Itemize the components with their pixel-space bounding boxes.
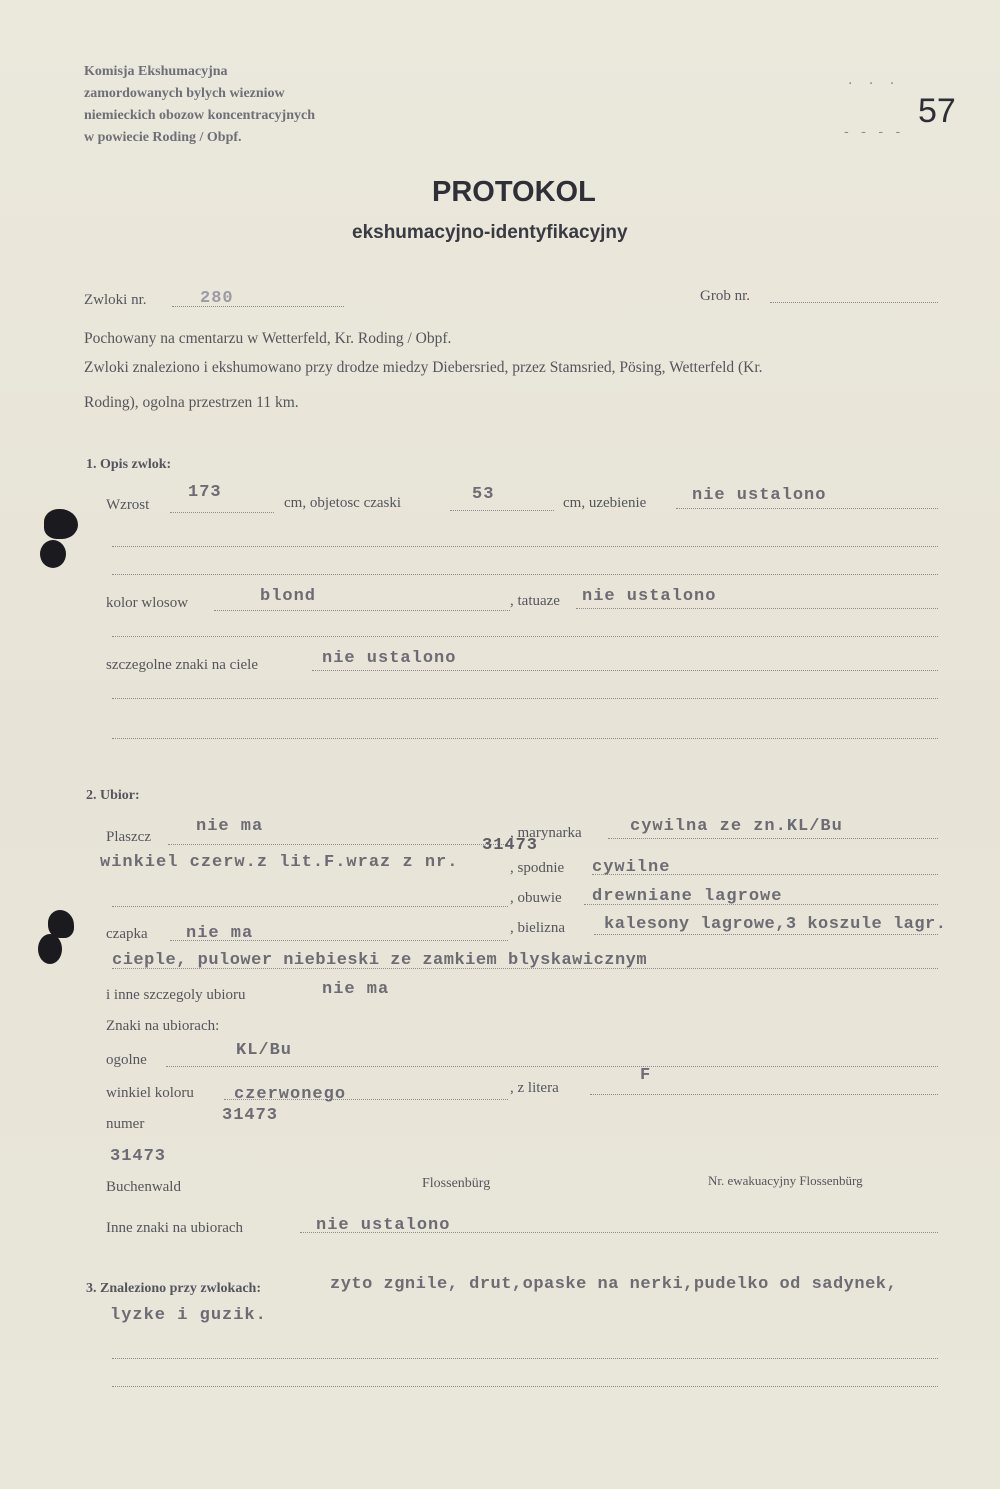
znaki-na-ciele-value: nie ustalono — [322, 649, 457, 668]
marynarka-label: , marynarka — [510, 825, 582, 841]
czaszka-line — [450, 510, 554, 511]
zwloki-value: 280 — [200, 289, 234, 308]
uzebienie-line — [676, 508, 938, 509]
z-litera-line — [590, 1094, 938, 1095]
kolor-wlosow-line — [214, 610, 510, 611]
czapka-label: czapka — [106, 926, 148, 942]
tatuaze-line — [576, 608, 938, 609]
grob-line — [770, 302, 938, 303]
corner-dashes: - - - - — [844, 124, 905, 140]
section-3-line-2 — [112, 1386, 938, 1387]
blank-line-2 — [112, 574, 938, 575]
uzebienie-value: nie ustalono — [692, 486, 827, 505]
wzrost-line — [170, 512, 274, 513]
pochowany-text: Pochowany na cmentarzu w Wetterfeld, Kr. Roding / Obpf. — [84, 330, 452, 347]
obuwie-label: , obuwie — [510, 890, 562, 906]
section-1-title: 1. Opis zwlok: — [86, 457, 172, 472]
tatuaze-label: , tatuaze — [510, 593, 560, 609]
numer-label: numer — [106, 1116, 145, 1132]
ewakuacyjny-label: Nr. ewakuacyjny Flossenbürg — [708, 1173, 863, 1188]
ogolne-value: KL/Bu — [236, 1041, 293, 1060]
buchenwald-label: Buchenwald — [106, 1179, 181, 1195]
blank-line-3 — [112, 636, 938, 637]
marynarka-value: cywilna ze zn.KL/Bu — [630, 817, 843, 836]
zwloki-line — [172, 306, 344, 307]
section-3-value-line-1: zyto zgnile, drut,opaske na nerki,pudelko od sadynek, — [330, 1275, 898, 1294]
section-3-line-1 — [112, 1358, 938, 1359]
inne-znaki-value: nie ustalono — [316, 1216, 451, 1235]
kolor-wlosow-label: kolor wlosow — [106, 595, 189, 611]
numer-value: 31473 — [222, 1106, 279, 1125]
section-3-value-line-2: lyzke i guzik. — [110, 1306, 267, 1325]
ogolne-line — [166, 1066, 938, 1067]
blank-line-4 — [112, 698, 938, 699]
bielizna-continuation: cieple, pulower niebieski ze zamkiem blyskawicznym — [112, 951, 648, 970]
header-line-4: w powiecie Roding / Obpf. — [84, 130, 242, 145]
czaszka-value: 53 — [472, 485, 495, 504]
punch-hole-top-2 — [40, 540, 66, 568]
z-litera-label: , z litera — [510, 1080, 559, 1096]
bielizna-label: , bielizna — [510, 920, 565, 936]
obuwie-left-line — [112, 906, 508, 907]
section-3-title: 3. Znaleziono przy zwlokach: — [86, 1281, 261, 1296]
grob-label: Grob nr. — [700, 288, 750, 304]
buchenwald-number: 31473 — [110, 1147, 167, 1166]
cm-uzebienie-label: cm, uzebienie — [563, 495, 647, 511]
plaszcz-line — [168, 844, 508, 845]
header-line-1: Komisja Ekshumacyjna — [84, 64, 228, 79]
kolor-wlosow-value: blond — [260, 587, 317, 606]
blank-line-5 — [112, 738, 938, 739]
punch-hole-bottom-2 — [38, 934, 62, 964]
inne-szczegoly-label: i inne szczegoly ubioru — [106, 987, 246, 1003]
plaszcz-value: nie ma — [196, 817, 264, 836]
punch-hole-top — [44, 509, 78, 539]
znaleziono-text-line-2: Roding), ogolna przestrzen 11 km. — [84, 394, 299, 411]
blank-line-1 — [112, 546, 938, 547]
plaszcz-label: Plaszcz — [106, 829, 151, 845]
z-litera-value: F — [640, 1066, 652, 1085]
bielizna-value: kalesony lagrowe,3 koszule lagr. — [604, 915, 947, 934]
znaki-na-ciele-label: szczegolne znaki na ciele — [106, 657, 258, 673]
spodnie-label: , spodnie — [510, 860, 565, 876]
znaleziono-text-line-1: Zwloki znaleziono i ekshumowano przy drodze miedzy Diebersried, przez Stamsried, Pösing, Wetterfeld (Kr. — [84, 359, 763, 376]
zwloki-label: Zwloki nr. — [84, 292, 147, 308]
obuwie-value: drewniane lagrowe — [592, 887, 783, 906]
cm-objetosc-label: cm, objetosc czaski — [284, 495, 402, 511]
page-subtitle: ekshumacyjno-identyfikacyjny — [352, 222, 628, 243]
page-title: PROTOKOL — [432, 176, 596, 208]
czapka-value: nie ma — [186, 924, 254, 943]
header-line-3: niemieckich obozow koncentracyjnych — [84, 108, 315, 123]
flossenburg-label: Flossenbürg — [422, 1176, 491, 1191]
section-2-title: 2. Ubior: — [86, 788, 140, 803]
inne-szczegoly-value: nie ma — [322, 980, 390, 999]
header-line-2: zamordowanych bylych wiezniow — [84, 86, 285, 101]
inne-znaki-label: Inne znaki na ubiorach — [106, 1220, 244, 1236]
spodnie-value: cywilne — [592, 858, 671, 877]
znaki-na-ciele-line — [312, 670, 938, 671]
bielizna-cont-line — [112, 968, 938, 969]
winkiel-koloru-label: winkiel koloru — [106, 1085, 194, 1101]
marynarka-line — [608, 838, 938, 839]
wzrost-label: Wzrost — [106, 497, 150, 513]
wzrost-value: 173 — [188, 483, 222, 502]
winkiel-number-overlay: 31473 — [482, 836, 539, 855]
winkiel-koloru-value: czerwonego — [234, 1085, 347, 1104]
tatuaze-value: nie ustalono — [582, 587, 717, 606]
winkiel-description: winkiel czerw.z lit.F.wraz z nr. — [100, 853, 459, 872]
znaki-na-ubiorach-label: Znaki na ubiorach: — [106, 1018, 220, 1034]
bielizna-line — [594, 934, 938, 935]
ogolne-label: ogolne — [106, 1052, 147, 1068]
page-number: 57 — [918, 92, 956, 130]
corner-marks: · · · — [848, 76, 901, 92]
